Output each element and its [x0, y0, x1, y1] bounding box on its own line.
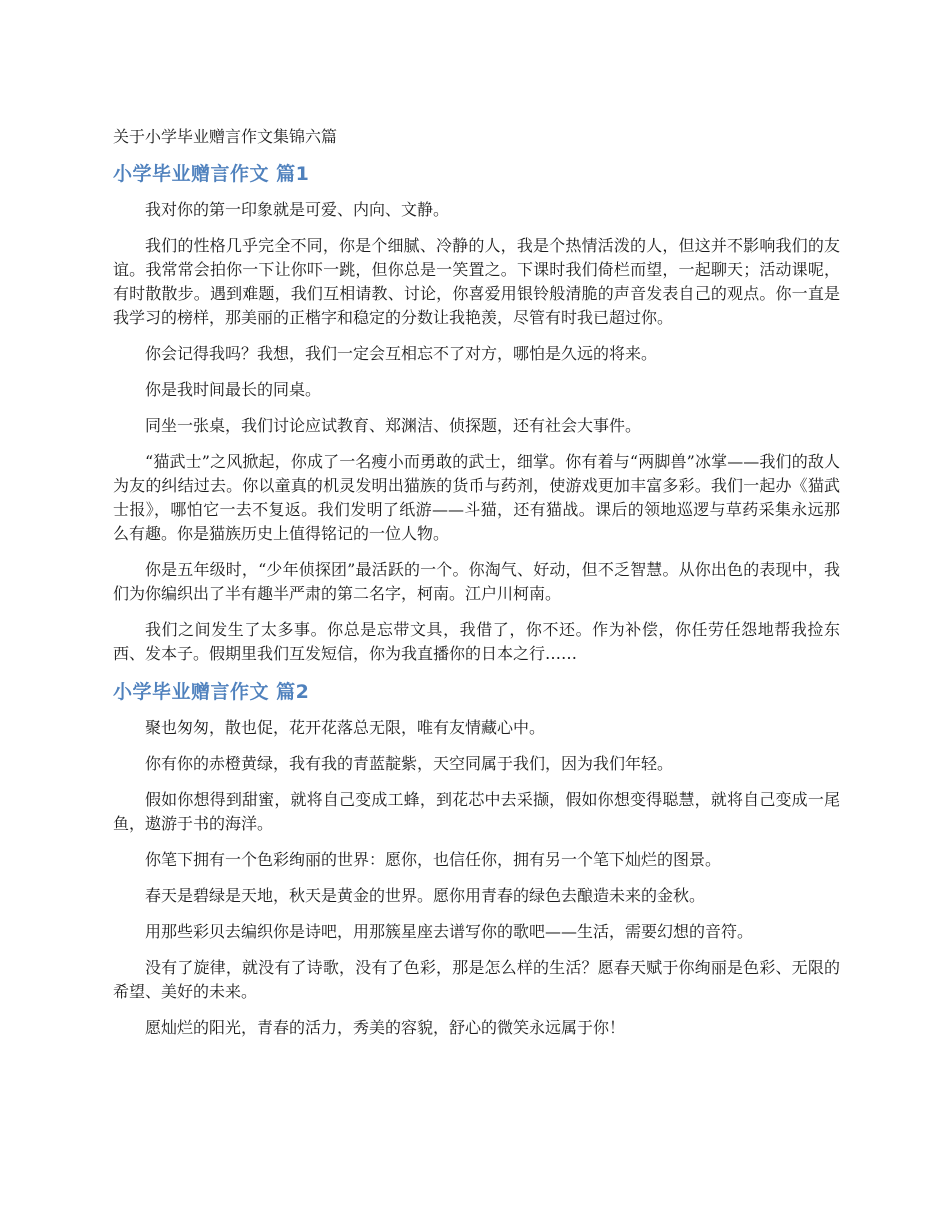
paragraph: 同坐一张桌，我们讨论应试教育、郑渊洁、侦探题，还有社会大事件。 [145, 416, 642, 435]
paragraph: 聚也匆匆，散也促，花开花落总无限，唯有友情藏心中。 [145, 718, 546, 737]
document-title: 关于小学毕业赠言作文集锦六篇 [113, 127, 338, 146]
paragraph: 没有了旋律，就没有了诗歌，没有了色彩，那是怎么样的生活？愿春天赋于你绚丽是色彩、无限的希望、美好的未来。 [113, 958, 840, 1001]
paragraph: 用那些彩贝去编织你是诗吧，用那簇星座去谱写你的歌吧——生活，需要幻想的音符。 [145, 922, 754, 941]
document-page [113, 124, 840, 1052]
paragraph: 我对你的第一印象就是可爱、内向、文静。 [145, 200, 450, 219]
paragraph: 我们之间发生了太多事。你总是忘带文具，我借了，你不还。作为补偿，你任劳任怨地帮我捡东西、发本子。假期里我们互发短信，你为我直播你的日本之行…… [113, 620, 840, 663]
paragraph: 你是我时间最长的同桌。 [145, 380, 322, 399]
paragraph: 你笔下拥有一个色彩绚丽的世界：愿你，也信任你，拥有另一个笔下灿烂的图景。 [145, 850, 722, 869]
paragraph: 你会记得我吗？我想，我们一定会互相忘不了对方，哪怕是久远的将来。 [145, 344, 658, 363]
section-heading: 小学毕业赠言作文 篇2 [113, 681, 310, 703]
section-2 [113, 678, 840, 1040]
section-1 [113, 160, 840, 666]
paragraph: 我们的性格几乎完全不同，你是个细腻、冷静的人，我是个热情活泼的人，但这并不影响我们的友谊。我常常会拍你一下让你吓一跳，但你总是一笑置之。下课时我们倚栏而望，一起聊天；活动课呢，有时散散步。遇到难题，我们互相请教、讨论，你喜爱用银铃般清脆的声音发表自己的观点。你一直是我学习的榜样，那美丽的正楷字和稳定的分数让我艳羡，尽管有时我已超过你。 [113, 236, 840, 327]
paragraph: 你是五年级时，“少年侦探团”最活跃的一个。你淘气、好动，但不乏智慧。从你出色的表现中，我们为你编织出了半有趣半严肃的第二名字，柯南。江户川柯南。 [113, 560, 840, 603]
section-heading: 小学毕业赠言作文 篇1 [113, 163, 310, 185]
paragraph: 愿灿烂的阳光，青春的活力，秀美的容貌，舒心的微笑永远属于你！ [145, 1018, 626, 1037]
paragraph: 假如你想得到甜蜜，就将自己变成工蜂，到花芯中去采撷，假如你想变得聪慧，就将自己变成一尾鱼，遨游于书的海洋。 [113, 790, 840, 833]
paragraph: 你有你的赤橙黄绿，我有我的青蓝靛紫，天空同属于我们，因为我们年轻。 [145, 754, 674, 773]
paragraph: “猫武士”之风掀起，你成了一名瘦小而勇敢的武士，细掌。你有着与“两脚兽”冰掌——我们的敌人为友的纠结过去。你以童真的机灵发明出猫族的货币与药剂，使游戏更加丰富多彩。我们一起办《猫武士报》，哪怕它一去不复返。我们发明了纸游——斗猫，还有猫战。课后的领地巡逻与草药采集永远那么有趣。你是猫族历史上值得铭记的一位人物。 [113, 452, 840, 543]
paragraph: 春天是碧绿是天地，秋天是黄金的世界。愿你用青春的绿色去酿造未来的金秋。 [145, 886, 706, 905]
